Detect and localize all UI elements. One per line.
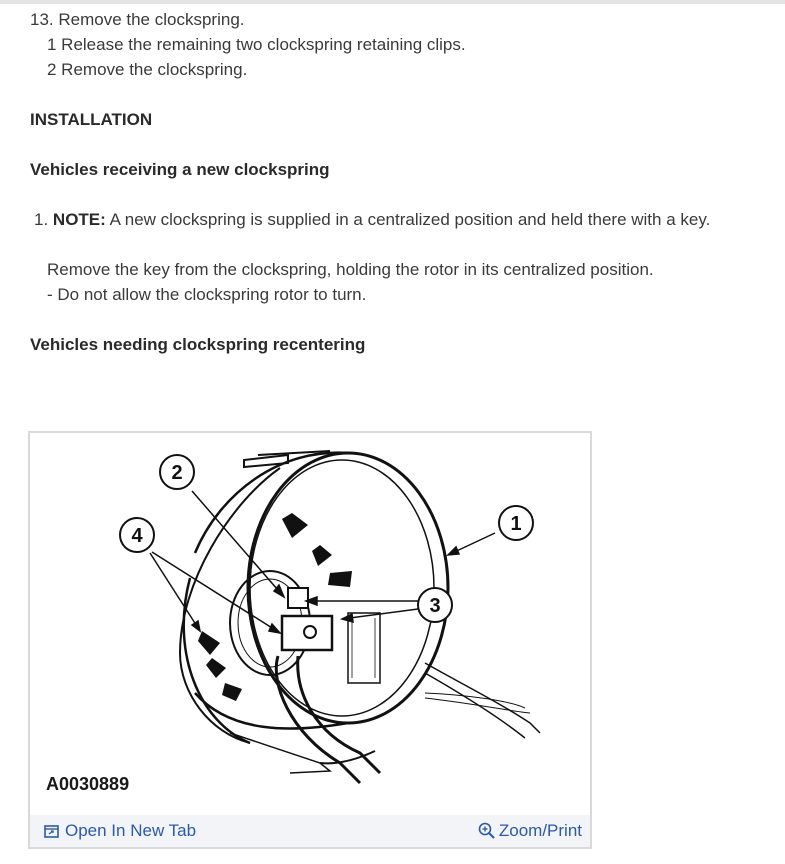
figure-id: A0030889 bbox=[46, 774, 130, 794]
callout-label-2: 2 bbox=[171, 462, 183, 484]
callout-2 bbox=[160, 455, 194, 489]
callout-3 bbox=[418, 588, 452, 622]
callout-label-4: 4 bbox=[131, 525, 143, 547]
callout-label-3: 3 bbox=[429, 595, 441, 617]
zoom-in-icon bbox=[478, 822, 496, 840]
substep-1: 1 Release the remaining two clockspring retaining clips. bbox=[47, 35, 466, 54]
installation-heading: INSTALLATION bbox=[30, 110, 153, 129]
figure-action-bar bbox=[30, 815, 590, 847]
callout-label-1: 1 bbox=[510, 513, 522, 535]
vehicles-new-heading: Vehicles receiving a new clockspring bbox=[30, 160, 330, 179]
dash-note: - Do not allow the clockspring rotor to turn. bbox=[47, 285, 367, 304]
clockspring-illustration bbox=[30, 433, 590, 815]
callout-1 bbox=[499, 506, 533, 540]
open-new-tab-link[interactable] bbox=[44, 821, 196, 841]
vehicles-recenter-heading: Vehicles needing clockspring recentering bbox=[30, 335, 366, 354]
step-13: 13. Remove the clockspring. bbox=[30, 10, 245, 29]
open-new-tab-icon bbox=[44, 825, 59, 838]
step-number: 1. bbox=[34, 210, 49, 229]
substep-2: 2 Remove the clockspring. bbox=[47, 60, 248, 79]
zoom-print-link[interactable] bbox=[478, 821, 582, 841]
note-text: A new clockspring is supplied in a centralized position and held there with a key. bbox=[109, 210, 711, 229]
installation-step-1 bbox=[34, 209, 710, 231]
callout-4 bbox=[120, 518, 154, 552]
figure-container bbox=[28, 431, 592, 849]
zoom-print-label: Zoom/Print bbox=[498, 821, 582, 840]
note-label: NOTE: bbox=[52, 210, 106, 229]
remove-key-text: Remove the key from the clockspring, holding the rotor in its centralized position. bbox=[47, 260, 654, 279]
top-divider bbox=[0, 0, 785, 4]
open-new-tab-label: Open In New Tab bbox=[65, 821, 197, 840]
